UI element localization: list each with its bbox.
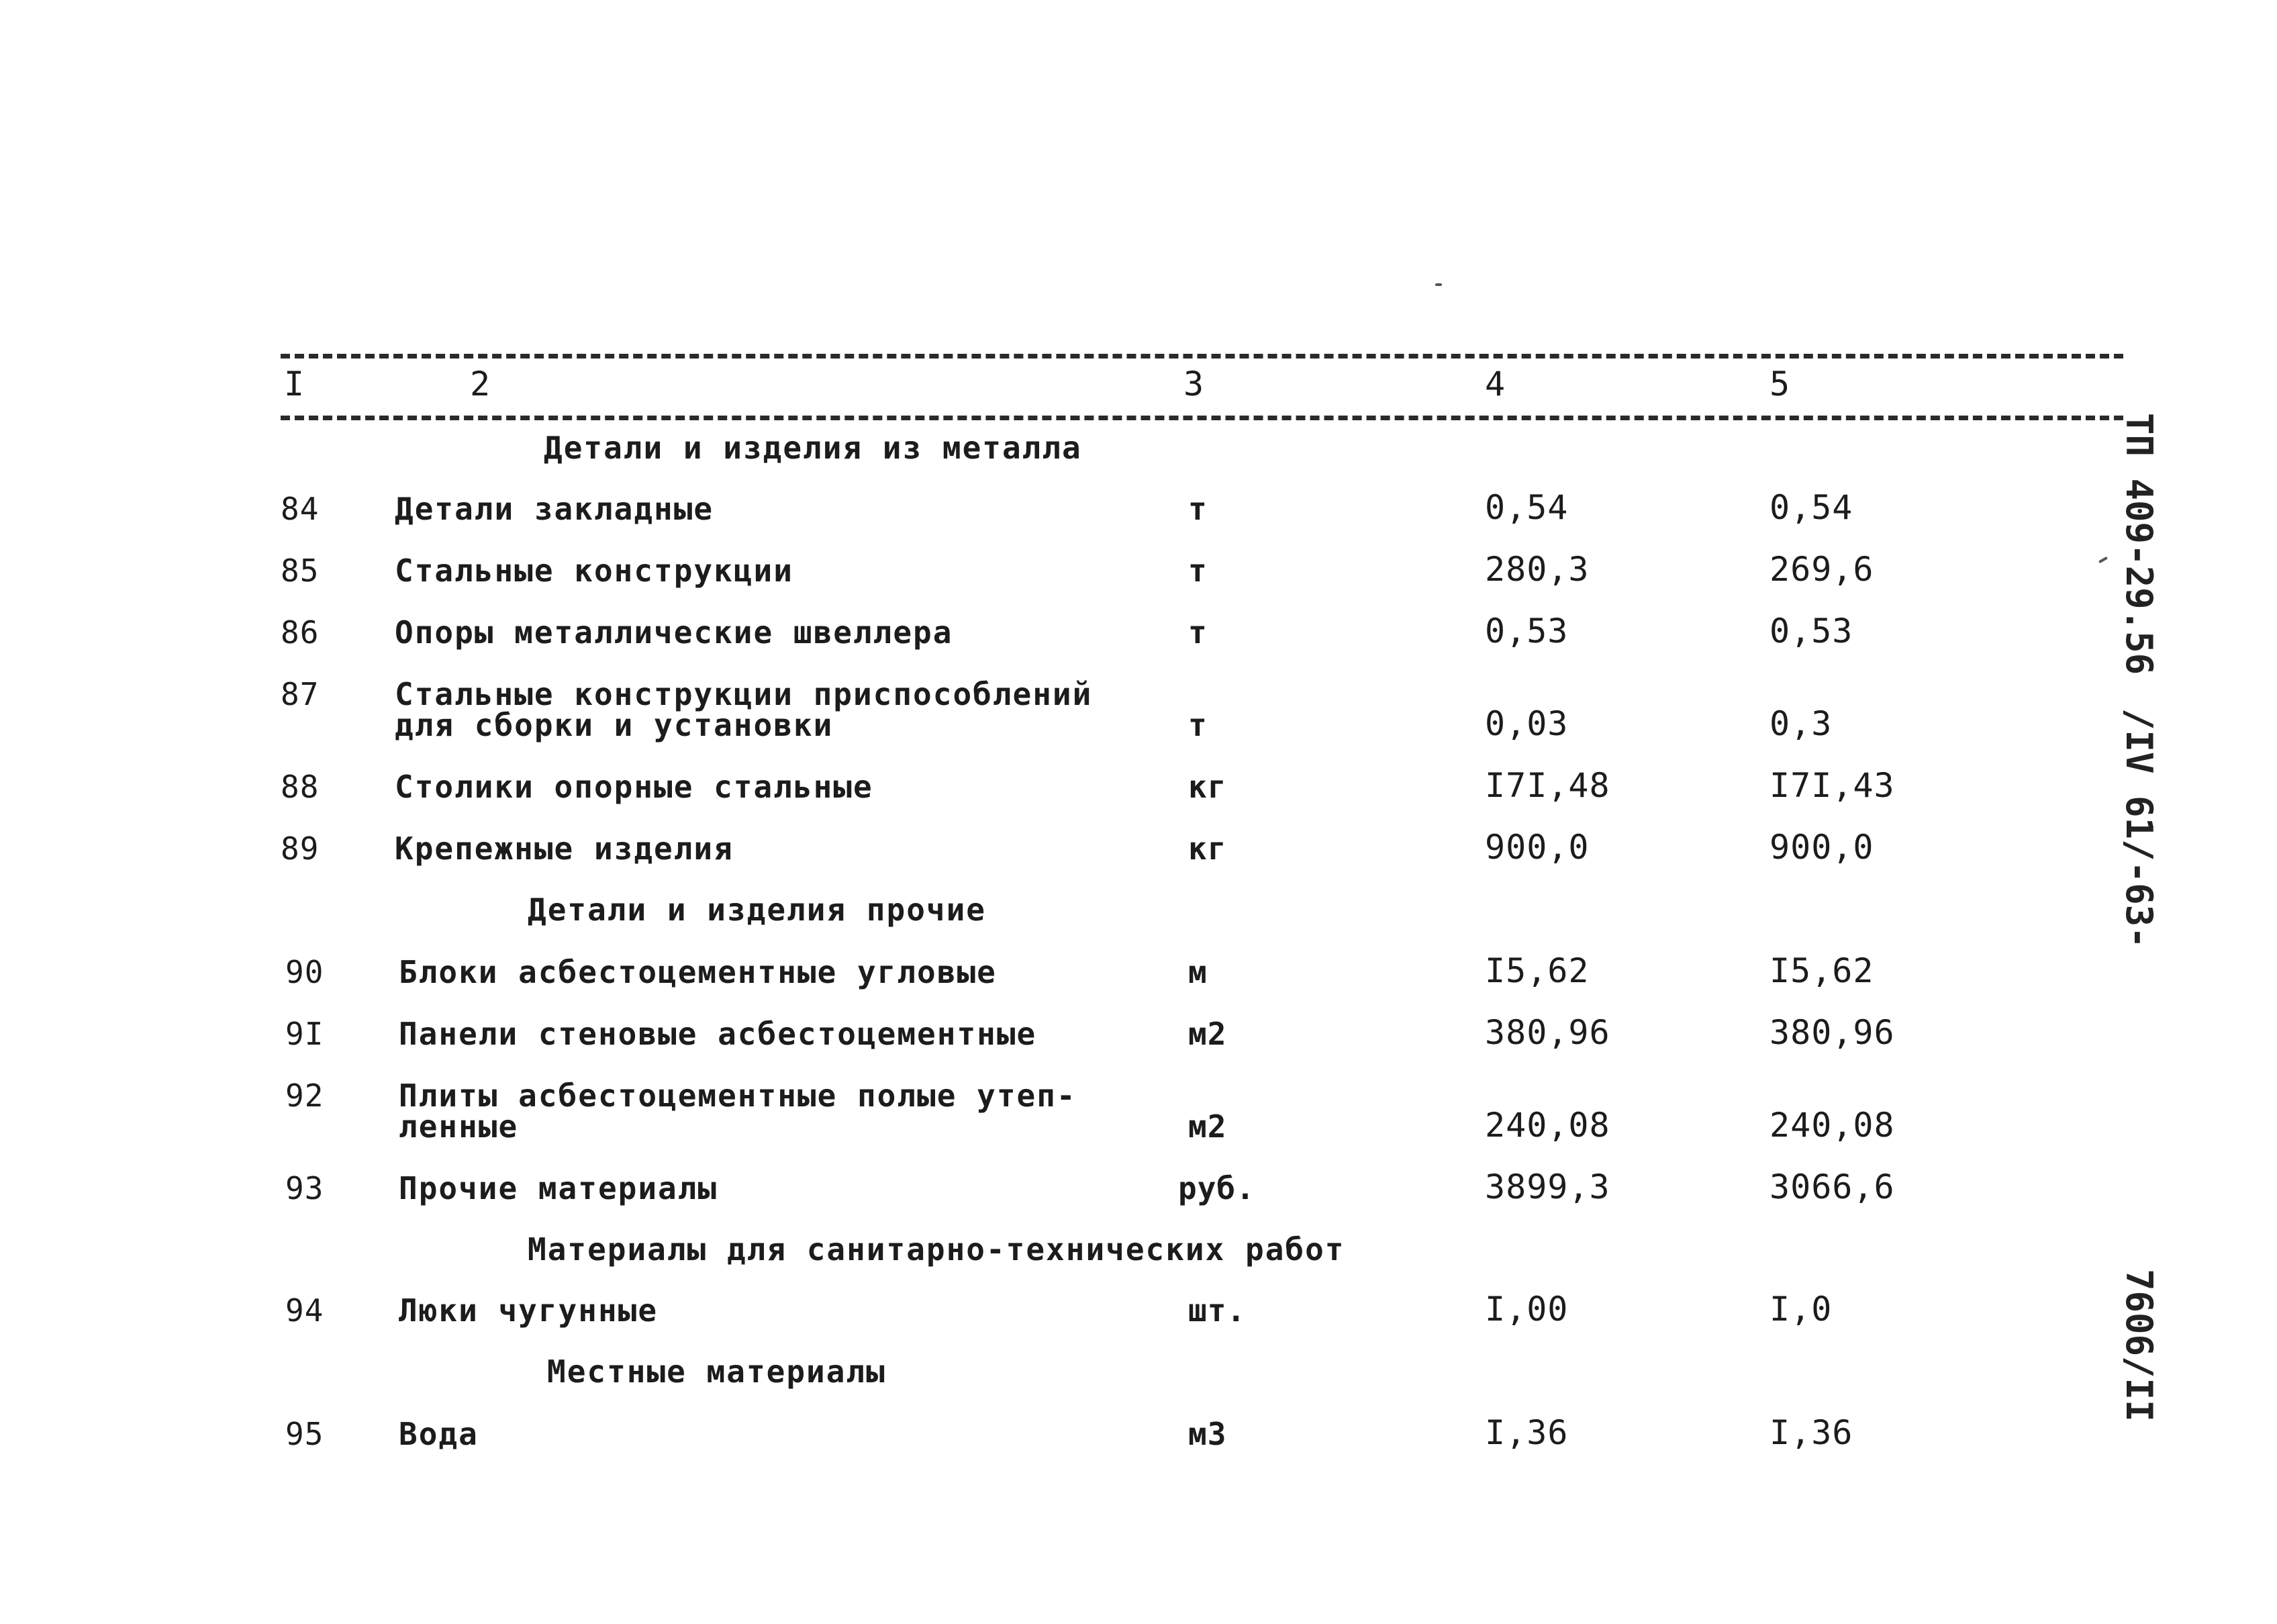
row-value-col4: 0,54 [1485, 488, 1569, 527]
section-heading-local: Местные материалы [547, 1353, 886, 1390]
row-number: 89 [281, 830, 320, 867]
row-number: 85 [281, 553, 320, 589]
row-unit: шт. [1188, 1292, 1247, 1329]
row-unit: т [1188, 553, 1208, 589]
row-value-col5: 380,96 [1770, 1013, 1895, 1052]
row-value-col5: 0,54 [1770, 488, 1853, 527]
row-value-col5: 0,3 [1770, 704, 1833, 743]
row-value-col4: I5,62 [1485, 951, 1590, 990]
row-value-col4: 280,3 [1485, 550, 1590, 589]
row-name: Панели стеновые асбестоцементные [399, 1016, 1037, 1052]
row-unit: м3 [1188, 1416, 1227, 1452]
row-value-col5: I5,62 [1770, 951, 1874, 990]
row-value-col4: 240,08 [1485, 1106, 1610, 1145]
row-number: 94 [285, 1292, 324, 1329]
row-unit: м2 [1188, 1016, 1227, 1052]
row-number: 86 [281, 614, 320, 651]
row-value-col4: 380,96 [1485, 1013, 1610, 1052]
row-value-col4: 900,0 [1485, 828, 1590, 867]
header-col-2: 2 [470, 365, 491, 403]
row-unit: кг [1188, 769, 1227, 805]
header-col-3: 3 [1183, 365, 1205, 403]
row-value-col4: I,00 [1485, 1290, 1569, 1329]
row-value-col5: I,0 [1770, 1290, 1833, 1329]
row-number: 95 [285, 1416, 324, 1452]
header-bottom-rule [281, 416, 2123, 420]
margin-project-code: ТП 409-29.56 [2118, 413, 2160, 675]
section-heading-sanitary: Материалы для санитарно-технических работ [528, 1231, 1345, 1268]
scan-speck [1435, 283, 1442, 286]
row-name: Прочие материалы [399, 1170, 718, 1206]
row-unit: руб. [1178, 1170, 1255, 1206]
row-value-col5: 0,53 [1770, 612, 1853, 651]
header-col-4: 4 [1485, 365, 1506, 403]
margin-inventory-number: 7606/II [2118, 1269, 2160, 1422]
row-value-col5: 900,0 [1770, 828, 1874, 867]
row-value-col4: 3899,3 [1485, 1167, 1610, 1206]
row-name: Плиты асбестоцементные полые утеп- [399, 1078, 1077, 1114]
row-name: Детали закладные [395, 491, 714, 527]
row-unit: кг [1188, 830, 1227, 867]
row-number: 9I [285, 1016, 324, 1052]
row-value-col5: 3066,6 [1770, 1167, 1895, 1206]
row-unit: м [1188, 954, 1208, 990]
row-value-col5: 240,08 [1770, 1106, 1895, 1145]
row-name: Люки чугунные [399, 1292, 659, 1329]
row-value-col4: I7I,48 [1485, 766, 1610, 805]
row-number: 93 [285, 1170, 324, 1206]
row-name: Блоки асбестоцементные угловые [399, 954, 997, 990]
header-col-5: 5 [1770, 365, 1791, 403]
row-name: Стальные конструкции [395, 553, 793, 589]
row-name: Крепежные изделия [395, 830, 734, 867]
row-value-col4: I,36 [1485, 1413, 1569, 1452]
row-number: 87 [281, 676, 320, 712]
row-value-col5: I,36 [1770, 1413, 1853, 1452]
row-name: Столики опорные стальные [395, 769, 873, 805]
row-unit: м2 [1188, 1108, 1227, 1145]
section-heading-metal: Детали и изделия из металла [544, 430, 1082, 466]
row-unit: т [1188, 491, 1208, 527]
row-value-col4: 0,03 [1485, 704, 1569, 743]
row-name: Опоры металлические швеллера [395, 614, 953, 651]
row-value-col5: 269,6 [1770, 550, 1874, 589]
row-name-continuation: для сборки и установки [395, 707, 834, 743]
section-heading-other: Детали и изделия прочие [528, 892, 986, 928]
row-number: 88 [281, 769, 320, 805]
row-name: Вода [399, 1416, 479, 1452]
row-unit: т [1188, 614, 1208, 651]
row-name-continuation: ленные [399, 1108, 519, 1145]
row-name: Стальные конструкции приспособлений [395, 676, 1093, 712]
row-number: 84 [281, 491, 320, 527]
header-col-1: I [284, 365, 305, 403]
row-unit: т [1188, 707, 1208, 743]
scan-speck [2098, 557, 2108, 563]
row-number: 92 [285, 1078, 324, 1114]
row-value-col5: I7I,43 [1770, 766, 1895, 805]
header-top-rule [281, 354, 2123, 359]
row-value-col4: 0,53 [1485, 612, 1569, 651]
margin-sheet-number: /IV 61/-63- [2118, 708, 2160, 949]
row-number: 90 [285, 954, 324, 990]
